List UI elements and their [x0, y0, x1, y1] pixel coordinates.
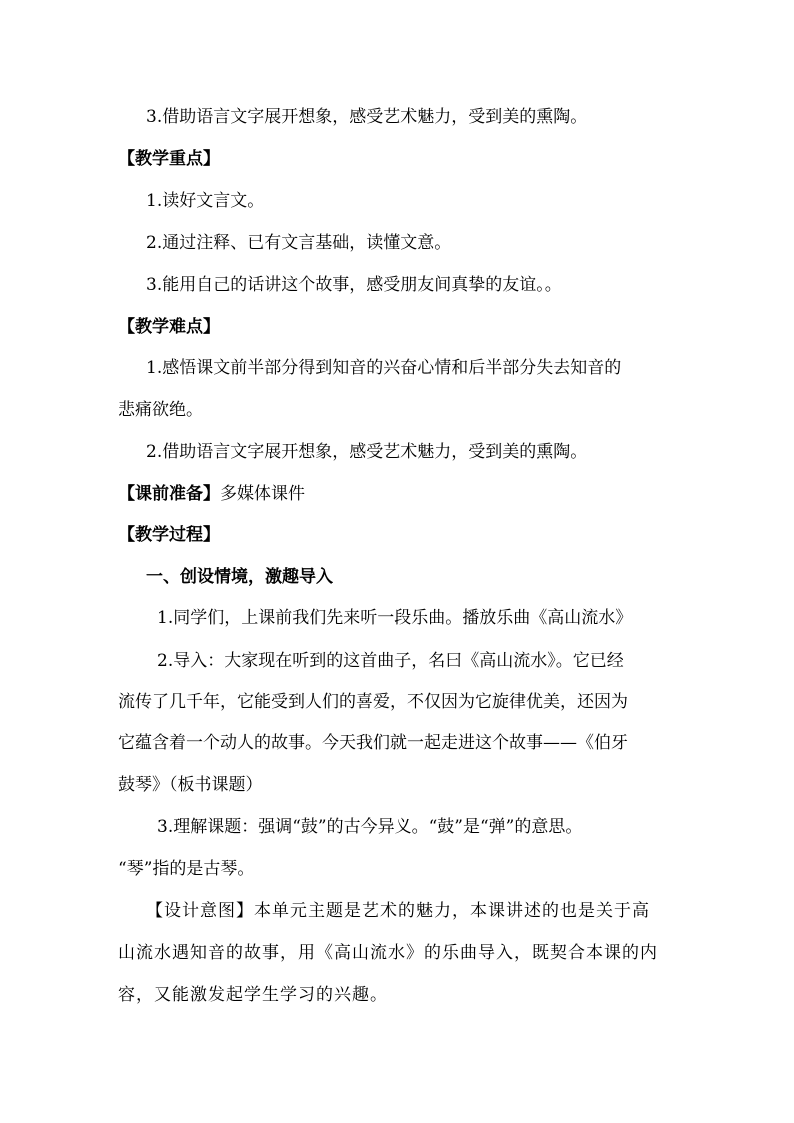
step-2-line-1: 2.导入：大家现在听到的这首曲子，名曰《高山流水》。它已经	[157, 651, 624, 671]
key-point-1: 1.读好文言文。	[146, 191, 265, 211]
preparation-row	[118, 483, 305, 505]
key-point-2: 2.通过注释、已有文言基础，读懂文意。	[146, 233, 452, 253]
section-1-title: 一、创设情境，激趣导入	[146, 567, 333, 587]
step-3-line-2: “琴”指的是古琴。	[118, 859, 255, 879]
step-2-line-3: 它蕴含着一个动人的故事。今天我们就一起走进这个故事——《伯牙	[118, 733, 628, 753]
design-intent-line-3: 容，又能激发起学生学习的兴趣。	[118, 985, 388, 1005]
key-points-heading: 【教学重点】	[118, 149, 220, 169]
step-2-line-2: 流传了几千年，它能受到人们的喜爱，不仅因为它旋律优美，还因为	[118, 692, 628, 712]
difficulty-1-line-2: 悲痛欲绝。	[118, 400, 203, 420]
difficulty-2: 2.借助语言文字展开想象，感受艺术魅力，受到美的熏陶。	[146, 442, 588, 462]
step-1: 1.同学们，上课前我们先来听一段乐曲。播放乐曲《高山流水》	[157, 608, 633, 628]
difficulty-1-line-1: 1.感悟课文前半部分得到知音的兴奋心情和后半部分失去知音的	[146, 358, 622, 378]
preparation-text: 多媒体课件	[220, 484, 305, 504]
preparation-heading: 【课前准备】	[118, 484, 220, 504]
design-intent-line-1: 【设计意图】本单元主题是艺术的魅力，本课讲述的也是关于高	[146, 901, 650, 921]
difficulties-heading: 【教学难点】	[118, 317, 220, 337]
process-heading: 【教学过程】	[118, 525, 220, 545]
step-3-line-1: 3.理解课题：强调“鼓”的古今异义。“鼓”是“弹”的意思。	[157, 817, 583, 837]
objective-3: 3.借助语言文字展开想象，感受艺术魅力，受到美的熏陶。	[146, 107, 588, 127]
design-intent-line-2: 山流水遇知音的故事，用《高山流水》的乐曲导入，既契合本课的内	[118, 943, 658, 963]
step-2-line-4: 鼓琴》（板书课题）	[118, 775, 263, 795]
key-point-3: 3.能用自己的话讲这个故事，感受朋友间真挚的友谊。。	[146, 275, 562, 295]
